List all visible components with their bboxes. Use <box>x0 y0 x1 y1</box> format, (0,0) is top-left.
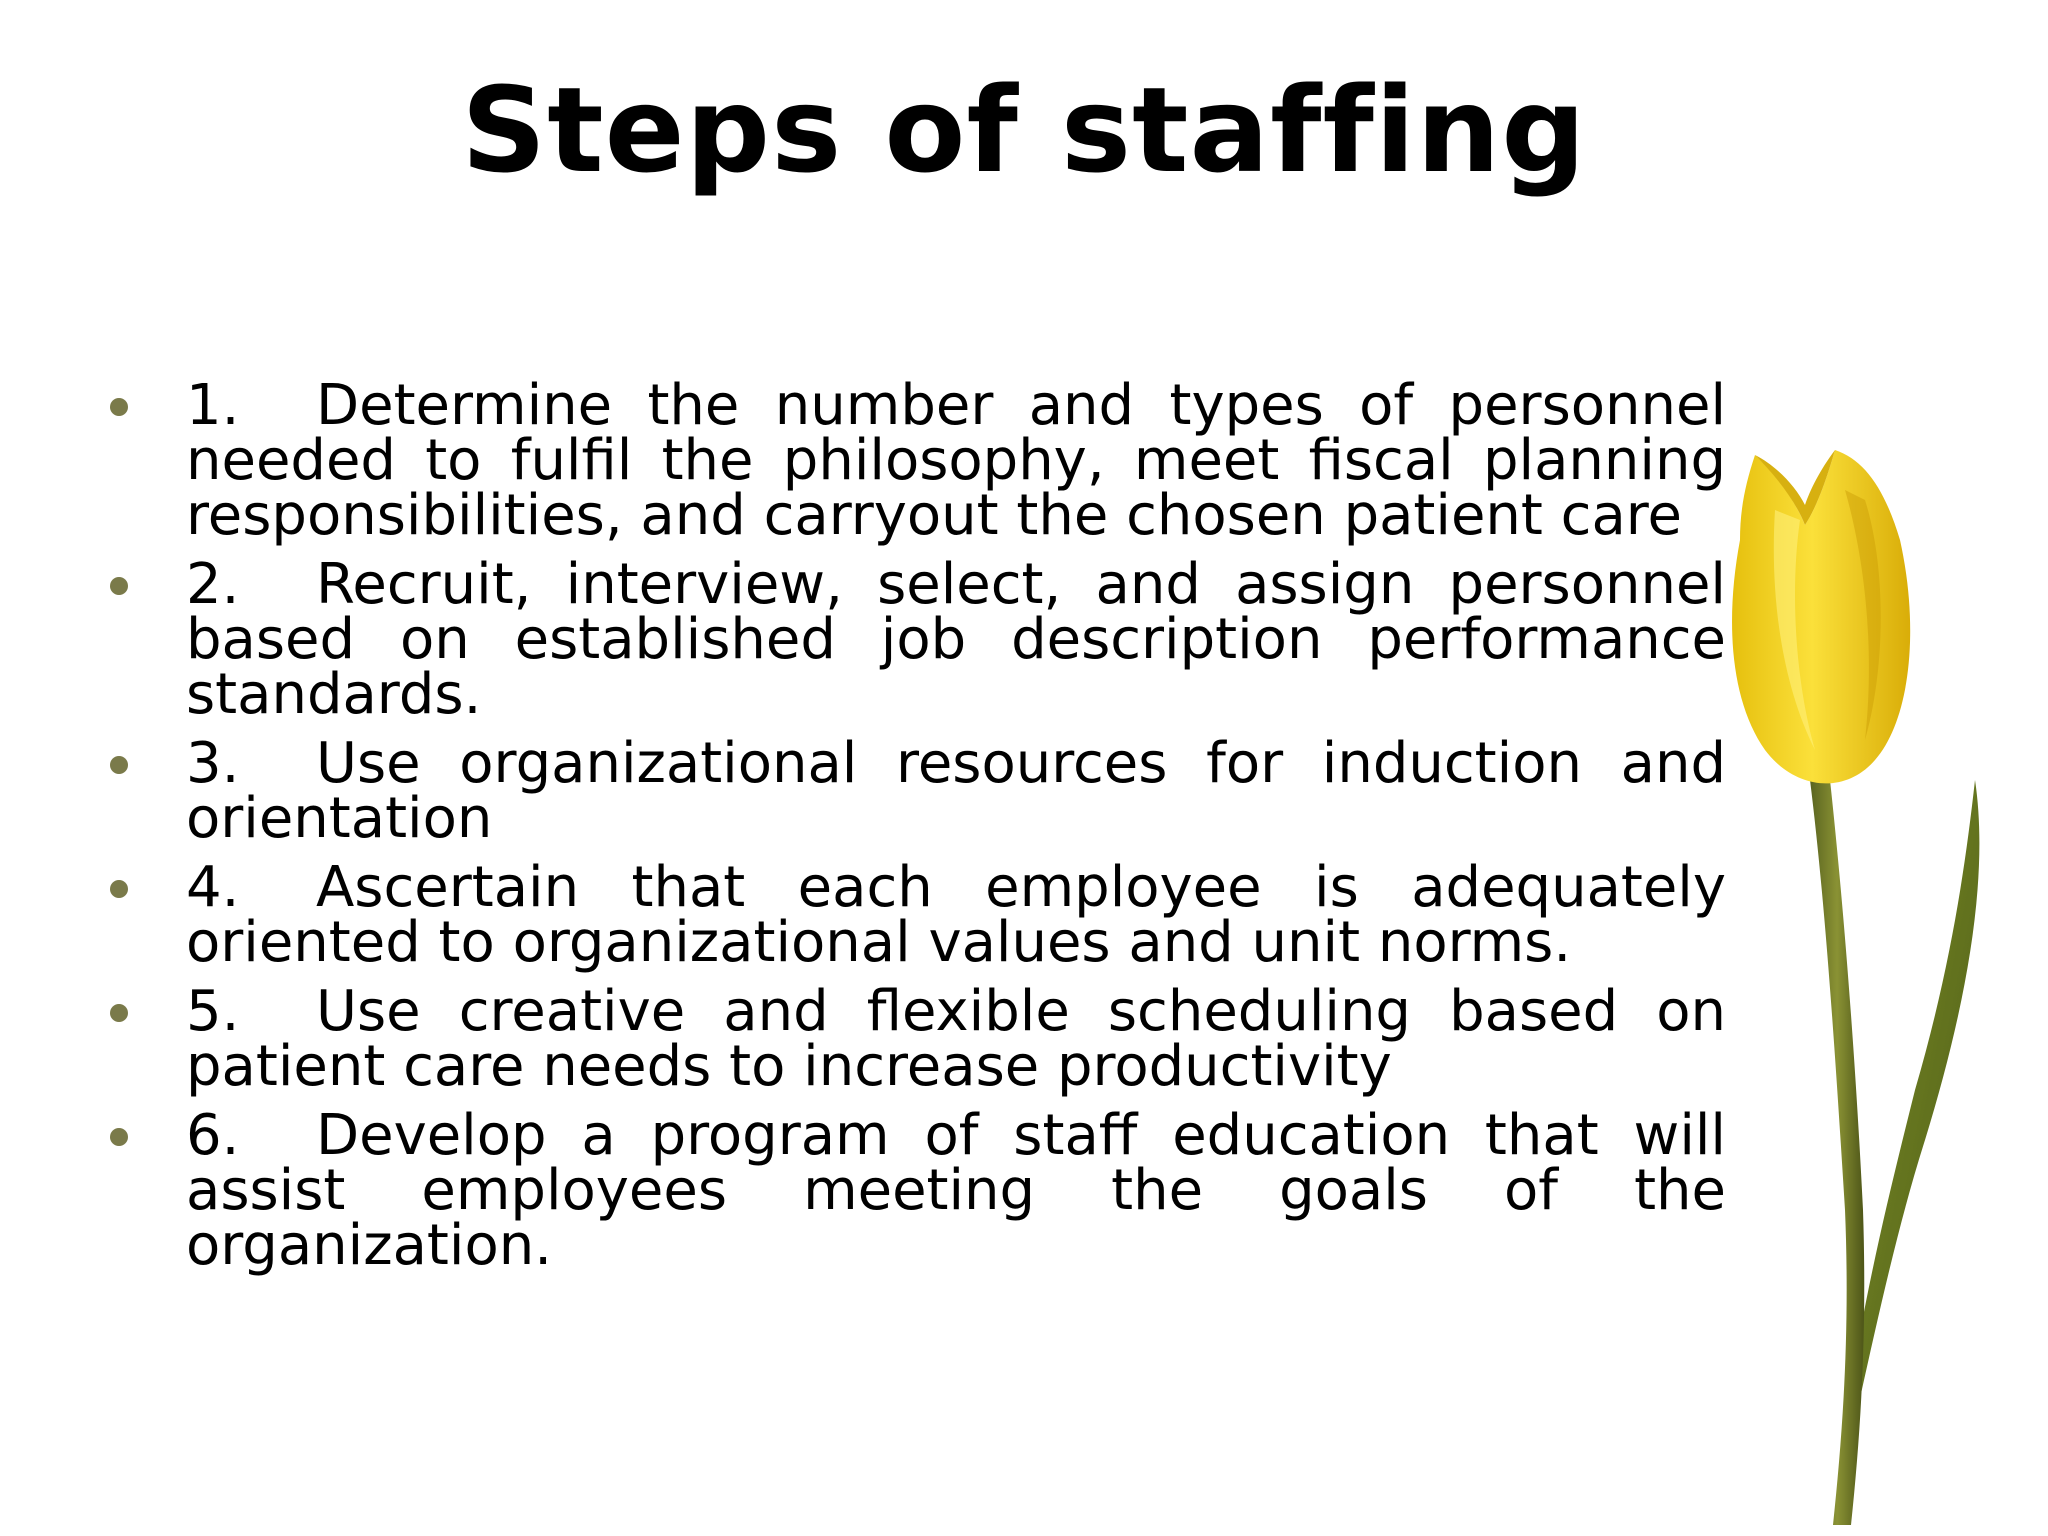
list-item <box>104 373 1726 548</box>
step-text: Ascertain that each employee is adequately oriented to organizational values and unit norms. <box>186 855 1726 975</box>
bullet-icon <box>110 1128 128 1146</box>
list-item <box>104 1103 1726 1278</box>
step-number: 6. <box>186 1103 240 1168</box>
bullet-icon <box>110 398 128 416</box>
bullet-icon <box>110 756 128 774</box>
step-number: 2. <box>186 552 240 617</box>
list-item <box>104 979 1726 1099</box>
slide-title: Steps of staffing <box>461 61 1587 199</box>
list-item <box>104 552 1726 727</box>
step-text: Use organizational resources for induction and orientation <box>186 731 1726 851</box>
step-text: Recruit, interview, select, and assign personnel based on established job description performance standards. <box>186 552 1726 727</box>
tulip-icon <box>1715 450 1995 1530</box>
steps-list <box>104 373 1726 1287</box>
step-number: 4. <box>186 855 240 920</box>
bullet-icon <box>110 880 128 898</box>
bullet-icon <box>110 1004 128 1022</box>
step-number: 5. <box>186 979 240 1044</box>
bullet-icon <box>110 577 128 595</box>
list-item <box>104 855 1726 975</box>
step-text: Use creative and flexible scheduling based on patient care needs to increase productivity <box>186 979 1726 1099</box>
step-text: Develop a program of staff education that will assist employees meeting the goals of the organization. <box>186 1103 1726 1278</box>
step-number: 3. <box>186 731 240 796</box>
list-item <box>104 731 1726 851</box>
step-number: 1. <box>186 373 240 438</box>
step-text: Determine the number and types of personnel needed to fulfil the philosophy, meet fiscal planning responsibilities, and carryout the chosen patient care <box>186 373 1726 548</box>
